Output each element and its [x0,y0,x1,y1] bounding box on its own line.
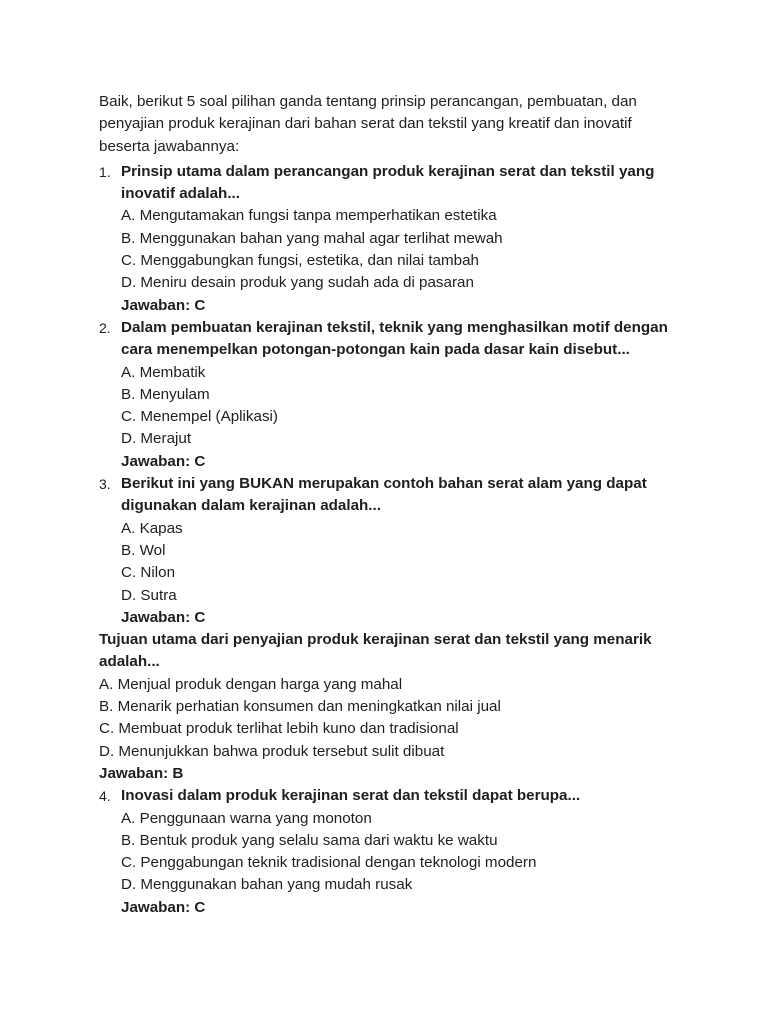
question-text: Prinsip utama dalam perancangan produk kerajinan serat dan tekstil yang [121,162,655,180]
answer-option: B. Wol [121,541,166,559]
answer-key: Jawaban: C [121,898,206,916]
answer-option: A. Mengutamakan fungsi tanpa memperhatikan estetika [121,207,497,225]
question-number: 4. [99,788,111,805]
answer-option: D. Menggunakan bahan yang mudah rusak [121,876,413,894]
question-number: 1. [99,163,111,180]
answer-option: D. Menunjukkan bahwa produk tersebut sulit dibuat [99,742,445,760]
intro-text: Baik, berikut 5 soal pilihan ganda tentang prinsip perancangan, pembuatan, dan penyajian produk kerajinan dari bahan serat dan tekstil yang kreatif dan inovatif beserta jawabannya: [99,93,637,155]
question-number: 3. [99,476,111,493]
answer-option: D. Merajut [121,430,192,448]
answer-option: B. Menyulam [121,385,210,403]
answer-option: D. Sutra [121,586,177,604]
question-text: digunakan dalam kerajinan adalah... [121,497,381,515]
answer-option: C. Nilon [121,564,176,582]
answer-key: Jawaban: C [121,452,206,470]
question-item [99,473,699,629]
answer-option: B. Menarik perhatian konsumen dan meningkatkan nilai jual [99,698,501,716]
question-item [99,161,699,317]
answer-option: B. Bentuk produk yang selalu sama dari waktu ke waktu [121,831,498,849]
answer-option: A. Kapas [121,519,183,537]
answer-key: Jawaban: C [121,608,206,626]
question-number: 2. [99,319,111,336]
question-item [99,629,699,785]
document-page [99,91,699,919]
question-text: Tujuan utama dari penyajian produk kerajinan serat dan tekstil yang menarik [99,631,652,649]
answer-option: D. Meniru desain produk yang sudah ada di pasaran [121,274,474,292]
answer-option: B. Menggunakan bahan yang mahal agar terlihat mewah [121,229,503,247]
question-text: adalah... [99,653,160,671]
answer-key: Jawaban: B [99,764,184,782]
question-text: Berikut ini yang BUKAN merupakan contoh bahan serat alam yang dapat [121,475,647,493]
question-text: inovatif adalah... [121,185,240,203]
question-item [99,317,699,473]
question-text: Dalam pembuatan kerajinan tekstil, teknik yang menghasilkan motif dengan [121,318,668,336]
intro-paragraph [99,91,699,158]
question-item [99,785,699,919]
answer-option: C. Menempel (Aplikasi) [121,408,278,426]
answer-option: C. Menggabungkan fungsi, estetika, dan nilai tambah [121,252,479,270]
question-list [99,161,699,919]
answer-key: Jawaban: C [121,296,206,314]
answer-option: A. Penggunaan warna yang monoton [121,809,372,827]
answer-option: C. Membuat produk terlihat lebih kuno dan tradisional [99,720,459,738]
question-text: Inovasi dalam produk kerajinan serat dan tekstil dapat berupa... [121,787,581,805]
answer-option: C. Penggabungan teknik tradisional dengan teknologi modern [121,854,537,872]
question-text: cara menempelkan potongan-potongan kain pada dasar kain disebut... [121,341,630,359]
answer-option: A. Menjual produk dengan harga yang mahal [99,675,403,693]
answer-option: A. Membatik [121,363,206,381]
